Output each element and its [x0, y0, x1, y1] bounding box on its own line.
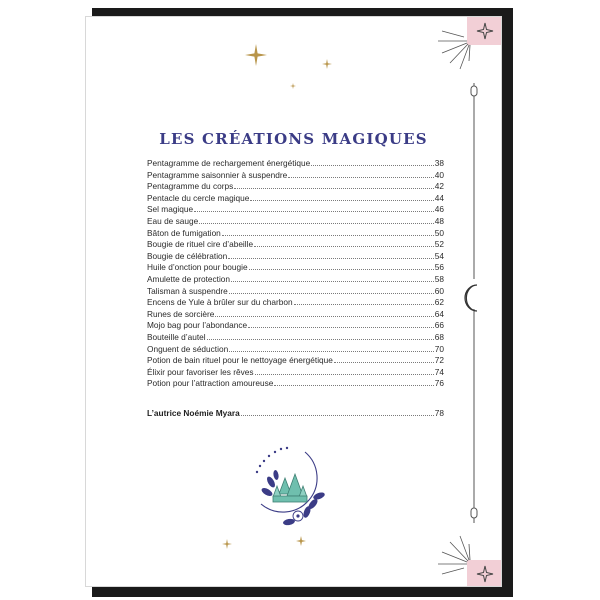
toc-entry	[147, 378, 444, 390]
toc-page: 64	[434, 308, 444, 319]
toc-page: 62	[434, 297, 444, 308]
toc-page: 58	[434, 273, 444, 284]
toc-label: Pentagramme de rechargement énergétique	[147, 158, 311, 168]
toc-entry	[147, 216, 444, 228]
book-page	[85, 16, 502, 587]
sparkle-star-icon	[290, 83, 296, 89]
toc-entry	[147, 228, 444, 240]
toc-label: Encens de Yule à brûler sur du charbon	[147, 297, 293, 308]
sparkle-star-icon	[244, 43, 268, 67]
toc-label: Bougie de célébration	[147, 250, 228, 261]
toc-leader	[229, 351, 434, 352]
toc-leader	[228, 258, 434, 259]
toc-label: Bougie de rituel cire d’abeille	[147, 239, 254, 250]
corner-ornament-bottom	[436, 521, 502, 587]
toc-page: 42	[434, 181, 444, 192]
toc-leader	[249, 269, 434, 270]
toc-entry	[147, 170, 444, 182]
toc-leader	[288, 177, 434, 178]
toc-label: Bouteille d’autel	[147, 331, 206, 342]
sparkle-star-icon	[222, 539, 232, 549]
toc-entry	[147, 286, 444, 298]
toc-leader	[229, 293, 434, 294]
corner-ornament-top	[436, 17, 502, 84]
toc-leader	[250, 200, 433, 201]
toc-page: 38	[434, 158, 444, 168]
toc-entry	[147, 344, 444, 356]
toc-leader	[311, 165, 433, 166]
toc-leader	[334, 362, 434, 363]
sparkle-star-icon	[322, 59, 332, 69]
toc-leader	[199, 223, 434, 224]
toc-label: Pentagramme du corps	[147, 181, 234, 192]
toc-page: 70	[434, 343, 444, 354]
moon-crystal-emblem-icon	[243, 442, 339, 548]
toc-entry	[147, 251, 444, 263]
toc-label: Pentagramme saisonnier à suspendre	[147, 169, 288, 180]
toc-entry	[147, 193, 444, 205]
toc-entry	[147, 239, 444, 251]
toc-leader	[294, 304, 434, 305]
toc-page: 76	[434, 378, 444, 389]
toc-entry	[147, 262, 444, 274]
toc-leader	[248, 327, 434, 328]
toc-label: Amulette de protection	[147, 273, 231, 284]
toc-page: 48	[434, 215, 444, 226]
toc-label: Élixir pour favoriser les rêves	[147, 366, 254, 377]
toc-label: Bâton de fumigation	[147, 227, 221, 238]
page-title: LES CRÉATIONS MAGIQUES	[159, 130, 428, 148]
toc-label: Eau de sauge	[147, 215, 199, 226]
toc-leader	[234, 188, 434, 189]
toc-leader	[254, 246, 434, 247]
toc-page: 72	[434, 355, 444, 366]
toc-label: Onguent de séduction	[147, 343, 229, 354]
toc-author-page: 78	[434, 408, 444, 418]
toc-label: Huile d’onction pour bougie	[147, 262, 248, 273]
toc-entry	[147, 181, 444, 193]
toc-entry	[147, 274, 444, 286]
toc-label: Potion pour l’attraction amoureuse	[147, 378, 274, 389]
toc-page: 46	[434, 204, 444, 215]
toc-label: Talisman à suspendre	[147, 285, 228, 296]
toc-leader	[231, 281, 434, 282]
toc-entry	[147, 158, 444, 170]
toc-entry	[147, 332, 444, 344]
toc-page: 60	[434, 285, 444, 296]
toc-leader	[241, 415, 434, 416]
toc-page: 56	[434, 262, 444, 273]
toc-label: Sel magique	[147, 204, 194, 215]
toc-entry	[147, 309, 444, 321]
table-of-contents	[147, 158, 444, 390]
toc-label: Mojo bag pour l’abondance	[147, 320, 248, 331]
toc-leader	[255, 374, 434, 375]
toc-leader	[215, 316, 433, 317]
toc-entry	[147, 204, 444, 216]
toc-label: Potion de bain rituel pour le nettoyage énergétique	[147, 355, 333, 366]
toc-page: 52	[434, 239, 444, 250]
toc-leader	[207, 339, 434, 340]
toc-page: 74	[434, 366, 444, 377]
toc-author-label: L’autrice Noémie Myara	[147, 408, 240, 418]
toc-page: 50	[434, 227, 444, 238]
toc-page: 40	[434, 169, 444, 180]
toc-page: 44	[434, 192, 444, 203]
toc-page: 54	[434, 250, 444, 261]
toc-entry	[147, 367, 444, 379]
toc-leader	[194, 211, 434, 212]
toc-label: Pentacle du cercle magique	[147, 192, 250, 203]
toc-leader	[222, 235, 434, 236]
toc-page: 66	[434, 320, 444, 331]
toc-author-entry	[147, 408, 444, 420]
toc-entry	[147, 320, 444, 332]
toc-page: 68	[434, 331, 444, 342]
crescent-moon-icon	[462, 283, 486, 313]
toc-leader	[274, 385, 433, 386]
toc-label: Runes de sorcière	[147, 308, 215, 319]
toc-entry	[147, 355, 444, 367]
toc-entry	[147, 297, 444, 309]
